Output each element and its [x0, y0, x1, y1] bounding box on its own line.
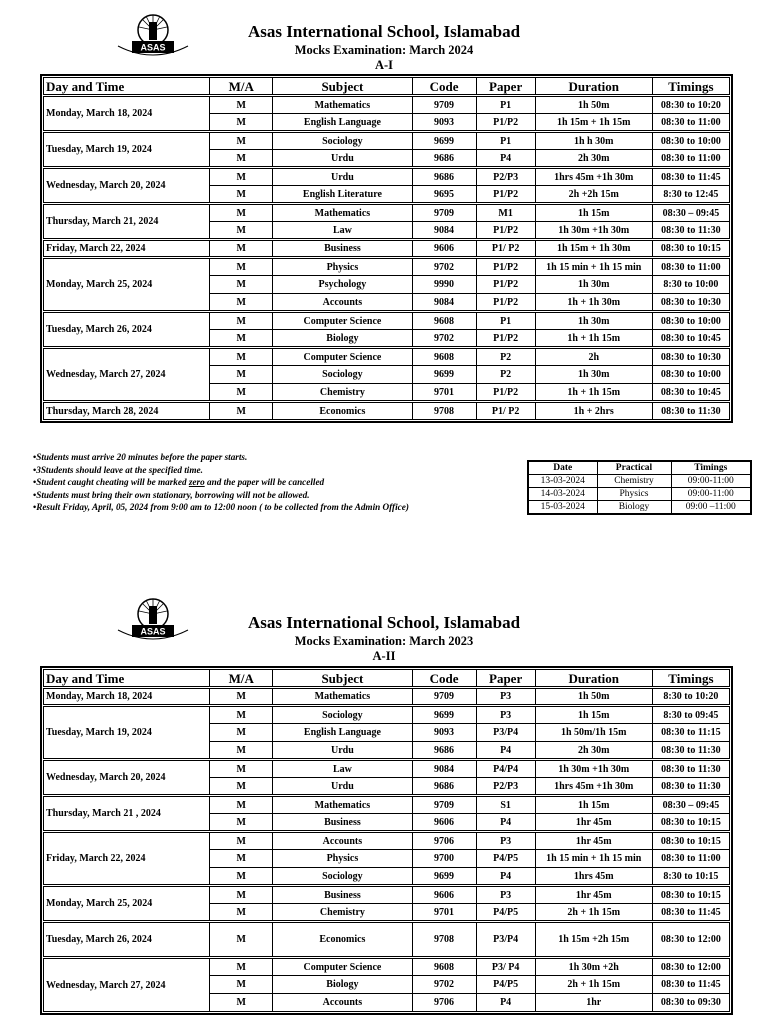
timing-cell: 08:30 to 11:00	[652, 114, 729, 132]
day-cell: Monday, March 25, 2024	[44, 258, 210, 312]
ma-cell: M	[210, 760, 273, 778]
subject-cell: Accounts	[273, 294, 412, 312]
subject-cell: Urdu	[273, 742, 412, 760]
paper-cell: P1/ P2	[476, 402, 535, 420]
subject-cell: Economics	[273, 922, 412, 958]
code-cell: 9606	[412, 814, 476, 832]
ma-cell: M	[210, 132, 273, 150]
ma-cell: M	[210, 724, 273, 742]
subject-cell: Physics	[273, 258, 412, 276]
exam-title: Mocks Examination: March 2023	[294, 634, 474, 648]
paper-cell: P4/P5	[476, 904, 535, 922]
code-cell: 9699	[412, 706, 476, 724]
paper-cell: P4	[476, 150, 535, 168]
code-cell: 9686	[412, 168, 476, 186]
ma-cell: M	[210, 186, 273, 204]
duration-cell: 1h 30m	[535, 276, 652, 294]
ma-cell: M	[210, 150, 273, 168]
duration-cell: 1h 30m +1h 30m	[535, 222, 652, 240]
day-cell: Monday, March 25, 2024	[44, 886, 210, 922]
paper-cell: P1/ P2	[476, 240, 535, 258]
ma-cell: M	[210, 222, 273, 240]
column-header: M/A	[210, 670, 273, 688]
timing-cell: 08:30 to 11:30	[652, 742, 729, 760]
ma-cell: M	[210, 240, 273, 258]
timing-cell: 08:30 – 09:45	[652, 796, 729, 814]
timing-cell: 08:30 to 11:45	[652, 168, 729, 186]
paper-cell: P1/P2	[476, 222, 535, 240]
code-cell: 9686	[412, 778, 476, 796]
day-cell: Tuesday, March 19, 2024	[44, 132, 210, 168]
code-cell: 9695	[412, 186, 476, 204]
paper-cell: P4/P5	[476, 976, 535, 994]
paper-cell: P1	[476, 132, 535, 150]
ma-cell: M	[210, 312, 273, 330]
duration-cell: 1h 15 min + 1h 15 min	[535, 258, 652, 276]
duration-cell: 1h + 2hrs	[535, 402, 652, 420]
code-cell: 9608	[412, 958, 476, 976]
paper-cell: P3/P4	[476, 922, 535, 958]
table-row	[44, 832, 730, 850]
code-cell: 9606	[412, 886, 476, 904]
column-header: Subject	[273, 78, 412, 96]
table-row	[44, 240, 730, 258]
subject-cell: Accounts	[273, 994, 412, 1012]
practical-cell: 15-03-2024	[528, 501, 597, 515]
paper-cell: M1	[476, 204, 535, 222]
practical-cell: 09:00-11:00	[671, 488, 751, 501]
subject-cell: Psychology	[273, 276, 412, 294]
practicals-table	[527, 460, 752, 515]
paper-cell: P1/P2	[476, 330, 535, 348]
code-cell: 9700	[412, 850, 476, 868]
subject-cell: Sociology	[273, 868, 412, 886]
paper-cell: P1	[476, 96, 535, 114]
column-header: Duration	[535, 670, 652, 688]
duration-cell: 1h 15m + 1h 30m	[535, 240, 652, 258]
paper-cell: P1/P2	[476, 294, 535, 312]
paper-cell: P1/P2	[476, 276, 535, 294]
practical-row	[528, 475, 751, 488]
paper-cell: P3/P4	[476, 724, 535, 742]
code-cell: 9709	[412, 796, 476, 814]
duration-cell: 1h 15m	[535, 796, 652, 814]
ma-cell: M	[210, 114, 273, 132]
duration-cell: 2h 30m	[535, 150, 652, 168]
day-cell: Wednesday, March 20, 2024	[44, 168, 210, 204]
code-cell: 9608	[412, 348, 476, 366]
timing-cell: 08:30 to 11:45	[652, 976, 729, 994]
ma-cell: M	[210, 958, 273, 976]
code-cell: 9093	[412, 114, 476, 132]
school-name: Asas International School, Islamabad	[247, 613, 521, 632]
day-cell: Wednesday, March 27, 2024	[44, 958, 210, 1012]
timing-cell: 08:30 to 11:15	[652, 724, 729, 742]
duration-cell: 1h 50m	[535, 96, 652, 114]
ma-cell: M	[210, 904, 273, 922]
code-cell: 9084	[412, 760, 476, 778]
paper-cell: P2	[476, 348, 535, 366]
day-cell: Monday, March 18, 2024	[44, 688, 210, 706]
day-cell: Friday, March 22, 2024	[44, 240, 210, 258]
subject-cell: Computer Science	[273, 312, 412, 330]
table-row	[44, 204, 730, 222]
ma-cell: M	[210, 976, 273, 994]
paper-cell: P4	[476, 868, 535, 886]
duration-cell: 1h 30m	[535, 312, 652, 330]
table-row	[44, 958, 730, 976]
column-header: Code	[412, 670, 476, 688]
duration-cell: 2h + 1h 15m	[535, 904, 652, 922]
table-row	[44, 706, 730, 724]
timing-cell: 08:30 to 10:45	[652, 384, 729, 402]
ma-cell: M	[210, 850, 273, 868]
code-cell: 9686	[412, 150, 476, 168]
code-cell: 9606	[412, 240, 476, 258]
subject-cell: Chemistry	[273, 904, 412, 922]
paper-cell: P4	[476, 742, 535, 760]
subject-cell: Sociology	[273, 706, 412, 724]
day-cell: Thursday, March 21, 2024	[44, 204, 210, 240]
day-cell: Wednesday, March 27, 2024	[44, 348, 210, 402]
ma-cell: M	[210, 276, 273, 294]
code-cell: 9990	[412, 276, 476, 294]
practical-cell: 09:00-11:00	[671, 475, 751, 488]
timing-cell: 8:30 to 12:45	[652, 186, 729, 204]
timing-cell: 08:30 to 11:00	[652, 150, 729, 168]
code-cell: 9699	[412, 366, 476, 384]
practical-cell: 14-03-2024	[528, 488, 597, 501]
ma-cell: M	[210, 204, 273, 222]
day-cell: Tuesday, March 26, 2024	[44, 312, 210, 348]
code-cell: 9702	[412, 258, 476, 276]
duration-cell: 1h h 30m	[535, 132, 652, 150]
column-header: Duration	[535, 78, 652, 96]
day-cell: Thursday, March 28, 2024	[44, 402, 210, 420]
paper-cell: P3/ P4	[476, 958, 535, 976]
paper-cell: P1	[476, 312, 535, 330]
subject-cell: Urdu	[273, 150, 412, 168]
duration-cell: 1hrs 45m	[535, 868, 652, 886]
duration-cell: 1hrs 45m +1h 30m	[535, 168, 652, 186]
paper-cell: S1	[476, 796, 535, 814]
table-row	[44, 348, 730, 366]
practical-cell: Chemistry	[597, 475, 671, 488]
ma-cell: M	[210, 778, 273, 796]
subject-cell: English Language	[273, 114, 412, 132]
note-item: • Result Friday, April, 05, 2024 from 9:00 am to 12:00 noon ( to be collected from the Admin Office)	[33, 501, 409, 514]
duration-cell: 1hr 45m	[535, 814, 652, 832]
table-row	[44, 132, 730, 150]
subject-cell: Chemistry	[273, 384, 412, 402]
day-cell: Tuesday, March 26, 2024	[44, 922, 210, 958]
timing-cell: 08:30 to 11:00	[652, 258, 729, 276]
ma-cell: M	[210, 330, 273, 348]
subject-cell: English Language	[273, 724, 412, 742]
code-cell: 9608	[412, 312, 476, 330]
duration-cell: 1h 50m/1h 15m	[535, 724, 652, 742]
ma-cell: M	[210, 402, 273, 420]
timing-cell: 08:30 to 12:00	[652, 958, 729, 976]
subject-cell: Biology	[273, 330, 412, 348]
timing-cell: 08:30 to 10:00	[652, 366, 729, 384]
level-title: A-I	[374, 58, 394, 72]
practical-cell: 09:00 –11:00	[671, 501, 751, 515]
subject-cell: Sociology	[273, 366, 412, 384]
table-row	[44, 312, 730, 330]
duration-cell: 1h + 1h 30m	[535, 294, 652, 312]
table-row	[44, 258, 730, 276]
subject-cell: Business	[273, 240, 412, 258]
paper-cell: P1/P2	[476, 384, 535, 402]
table-row	[44, 922, 730, 958]
table-row	[44, 168, 730, 186]
subject-cell: Law	[273, 760, 412, 778]
day-cell: Wednesday, March 20, 2024	[44, 760, 210, 796]
practical-row	[528, 488, 751, 501]
ma-cell: M	[210, 96, 273, 114]
table-row	[44, 688, 730, 706]
timing-cell: 08:30 to 10:30	[652, 348, 729, 366]
duration-cell: 1h 30m +2h	[535, 958, 652, 976]
note-item: • Students must bring their own stationary, borrowing will not be allowed.	[33, 489, 409, 502]
svg-text:ASAS: ASAS	[140, 626, 166, 637]
timing-cell: 8:30 to 09:45	[652, 706, 729, 724]
subject-cell: Mathematics	[273, 796, 412, 814]
timing-cell: 08:30 to 10:45	[652, 330, 729, 348]
code-cell: 9709	[412, 688, 476, 706]
practical-header: Practical	[597, 461, 671, 475]
duration-cell: 1hr 45m	[535, 832, 652, 850]
subject-cell: Computer Science	[273, 958, 412, 976]
code-cell: 9709	[412, 204, 476, 222]
subject-cell: Law	[273, 222, 412, 240]
paper-cell: P1/P2	[476, 258, 535, 276]
paper-cell: P3	[476, 886, 535, 904]
code-cell: 9706	[412, 832, 476, 850]
timing-cell: 08:30 to 10:00	[652, 132, 729, 150]
paper-cell: P2/P3	[476, 778, 535, 796]
paper-cell: P3	[476, 832, 535, 850]
subject-cell: Business	[273, 886, 412, 904]
ma-cell: M	[210, 348, 273, 366]
duration-cell: 2h 30m	[535, 742, 652, 760]
paper-cell: P3	[476, 706, 535, 724]
svg-text:ASAS: ASAS	[140, 42, 166, 53]
timing-cell: 08:30 to 09:30	[652, 994, 729, 1012]
table-row	[44, 96, 730, 114]
subject-cell: Mathematics	[273, 96, 412, 114]
table-row	[44, 886, 730, 904]
table-row	[44, 796, 730, 814]
school-name: Asas International School, Islamabad	[247, 22, 521, 41]
timing-cell: 08:30 to 11:30	[652, 760, 729, 778]
code-cell: 9686	[412, 742, 476, 760]
note-item: • Student caught cheating will be marked zero and the paper will be cancelled	[33, 476, 409, 489]
ma-cell: M	[210, 258, 273, 276]
paper-cell: P2	[476, 366, 535, 384]
timing-cell: 08:30 to 11:45	[652, 904, 729, 922]
column-header: Timings	[652, 78, 729, 96]
code-cell: 9702	[412, 330, 476, 348]
timing-cell: 08:30 to 10:15	[652, 832, 729, 850]
exam-table-a2	[40, 666, 733, 1015]
exam-title: Mocks Examination: March 2024	[294, 43, 474, 57]
paper-cell: P4/P5	[476, 850, 535, 868]
column-header: Timings	[652, 670, 729, 688]
subject-cell: Physics	[273, 850, 412, 868]
code-cell: 9093	[412, 724, 476, 742]
duration-cell: 1h 30m	[535, 366, 652, 384]
code-cell: 9699	[412, 132, 476, 150]
paper-cell: P1/P2	[476, 114, 535, 132]
ma-cell: M	[210, 366, 273, 384]
duration-cell: 1h 50m	[535, 688, 652, 706]
duration-cell: 1h 15m	[535, 204, 652, 222]
column-header: M/A	[210, 78, 273, 96]
column-header: Paper	[476, 670, 535, 688]
subject-cell: Sociology	[273, 132, 412, 150]
subject-cell: Mathematics	[273, 204, 412, 222]
paper-cell: P1/P2	[476, 186, 535, 204]
code-cell: 9084	[412, 222, 476, 240]
day-cell: Tuesday, March 19, 2024	[44, 706, 210, 760]
subject-cell: Computer Science	[273, 348, 412, 366]
practical-cell: Physics	[597, 488, 671, 501]
timing-cell: 08:30 to 10:20	[652, 96, 729, 114]
day-cell: Friday, March 22, 2024	[44, 832, 210, 886]
column-header: Day and Time	[44, 670, 210, 688]
ma-cell: M	[210, 688, 273, 706]
practical-header: Date	[528, 461, 597, 475]
paper-cell: P3	[476, 688, 535, 706]
paper-cell: P4	[476, 814, 535, 832]
ma-cell: M	[210, 868, 273, 886]
day-cell: Monday, March 18, 2024	[44, 96, 210, 132]
paper-cell: P2/P3	[476, 168, 535, 186]
exam-notes	[33, 451, 409, 514]
paper-cell: P4/P4	[476, 760, 535, 778]
duration-cell: 1h + 1h 15m	[535, 384, 652, 402]
subject-cell: Mathematics	[273, 688, 412, 706]
duration-cell: 1hr	[535, 994, 652, 1012]
exam-table-a1	[40, 74, 733, 423]
timing-cell: 08:30 to 11:30	[652, 222, 729, 240]
duration-cell: 1hrs 45m +1h 30m	[535, 778, 652, 796]
subject-cell: Economics	[273, 402, 412, 420]
subject-cell: Biology	[273, 976, 412, 994]
practical-cell: 13-03-2024	[528, 475, 597, 488]
column-header: Day and Time	[44, 78, 210, 96]
ma-cell: M	[210, 886, 273, 904]
code-cell: 9706	[412, 994, 476, 1012]
duration-cell: 1h 15m + 1h 15m	[535, 114, 652, 132]
code-cell: 9699	[412, 868, 476, 886]
timing-cell: 08:30 to 10:15	[652, 886, 729, 904]
timing-cell: 08:30 to 10:15	[652, 814, 729, 832]
code-cell: 9708	[412, 402, 476, 420]
practical-row	[528, 501, 751, 515]
day-cell: Thursday, March 21 , 2024	[44, 796, 210, 832]
paper-cell: P4	[476, 994, 535, 1012]
ma-cell: M	[210, 742, 273, 760]
timing-cell: 08:30 – 09:45	[652, 204, 729, 222]
duration-cell: 2h + 1h 15m	[535, 976, 652, 994]
timing-cell: 08:30 to 10:00	[652, 312, 729, 330]
note-item: • Students must arrive 20 minutes before the paper starts.	[33, 451, 409, 464]
duration-cell: 1h 15m	[535, 706, 652, 724]
timing-cell: 08:30 to 10:30	[652, 294, 729, 312]
timing-cell: 08:30 to 11:30	[652, 778, 729, 796]
timing-cell: 8:30 to 10:20	[652, 688, 729, 706]
level-title: A-II	[372, 649, 396, 663]
code-cell: 9084	[412, 294, 476, 312]
code-cell: 9708	[412, 922, 476, 958]
duration-cell: 2h	[535, 348, 652, 366]
ma-cell: M	[210, 706, 273, 724]
duration-cell: 1hr 45m	[535, 886, 652, 904]
practical-header: Timings	[671, 461, 751, 475]
ma-cell: M	[210, 796, 273, 814]
code-cell: 9701	[412, 904, 476, 922]
ma-cell: M	[210, 384, 273, 402]
column-header: Paper	[476, 78, 535, 96]
ma-cell: M	[210, 814, 273, 832]
duration-cell: 1h 15 min + 1h 15 min	[535, 850, 652, 868]
subject-cell: Accounts	[273, 832, 412, 850]
note-item: • 3Students should leave at the specified time.	[33, 464, 409, 477]
timing-cell: 08:30 to 12:00	[652, 922, 729, 958]
duration-cell: 1h 30m +1h 30m	[535, 760, 652, 778]
code-cell: 9709	[412, 96, 476, 114]
table-row	[44, 402, 730, 420]
code-cell: 9701	[412, 384, 476, 402]
ma-cell: M	[210, 168, 273, 186]
subject-cell: English Literature	[273, 186, 412, 204]
duration-cell: 1h + 1h 15m	[535, 330, 652, 348]
timing-cell: 8:30 to 10:15	[652, 868, 729, 886]
code-cell: 9702	[412, 976, 476, 994]
timing-cell: 08:30 to 11:00	[652, 850, 729, 868]
column-header: Code	[412, 78, 476, 96]
subject-cell: Urdu	[273, 778, 412, 796]
timing-cell: 8:30 to 10:00	[652, 276, 729, 294]
duration-cell: 2h +2h 15m	[535, 186, 652, 204]
ma-cell: M	[210, 994, 273, 1012]
timing-cell: 08:30 to 10:15	[652, 240, 729, 258]
ma-cell: M	[210, 922, 273, 958]
ma-cell: M	[210, 832, 273, 850]
subject-cell: Business	[273, 814, 412, 832]
duration-cell: 1h 15m +2h 15m	[535, 922, 652, 958]
subject-cell: Urdu	[273, 168, 412, 186]
ma-cell: M	[210, 294, 273, 312]
timing-cell: 08:30 to 11:30	[652, 402, 729, 420]
practical-cell: Biology	[597, 501, 671, 515]
table-row	[44, 760, 730, 778]
column-header: Subject	[273, 670, 412, 688]
